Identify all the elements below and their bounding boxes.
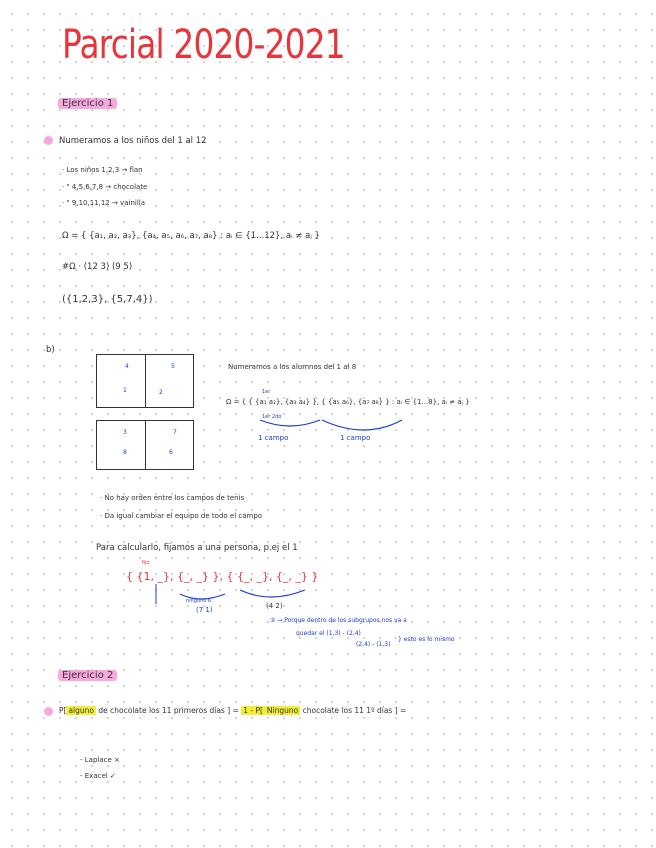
expr-part: P[ bbox=[59, 706, 67, 715]
court-num: 8 bbox=[123, 449, 127, 456]
ej1-b-binom-2: (4 2) bbox=[266, 602, 283, 610]
ejercicio-2-label bbox=[58, 670, 117, 681]
ej1-b-marker: b) bbox=[46, 345, 55, 355]
ej1-a-omega: Ω = { {a₁, a₂, a₃}, {a₄, a₅, a₆, a₇, a₈} : aᵢ ∈ {1...12}, aᵢ ≠ aⱼ } bbox=[62, 231, 320, 241]
court-num: 2 bbox=[159, 389, 163, 396]
ej1-b-porque-1: ② → Porque dentro de los subgrupos nos va a bbox=[270, 617, 407, 624]
ej1-b-campo-1: 1 campo bbox=[258, 434, 289, 442]
court-num: 6 bbox=[169, 449, 173, 456]
highlight-one-minus: 1 - P[ bbox=[243, 706, 263, 715]
ej1-a-line-3: · " 9,10,11,12 → vainilla bbox=[62, 199, 145, 207]
ej2-a-expression bbox=[44, 706, 406, 716]
ej2-check-excel: - Exacel ✓ bbox=[80, 772, 116, 780]
court-num: 4 bbox=[125, 363, 129, 370]
ej1-a-line-1: · Los niños 1,2,3 → flan bbox=[62, 166, 143, 174]
court-num: 7 bbox=[173, 429, 177, 436]
ej1-a-line-2: · " 4,5,6,7,8 → chocolate bbox=[62, 183, 148, 191]
highlight-alguno: alguno bbox=[68, 706, 94, 715]
calc-expr-text: { {1, _}, {_, _} }, { {_, _}, {_, _} } bbox=[126, 570, 319, 583]
ej1-b-fijo: fijo bbox=[142, 560, 150, 566]
a-marker-bullet bbox=[44, 707, 53, 716]
ej1-b-porque-tail: } esto es lo mismo bbox=[398, 636, 455, 643]
expr-part: chocolate los 11 1º días ] = bbox=[302, 706, 407, 715]
ej1-b-binom-1: (7 1) bbox=[196, 606, 213, 614]
ej1-a-intro-text: Numeramos a los niños del 1 al 12 bbox=[59, 136, 207, 146]
ej1-b-calc-intro: Para calcularlo, fijamos a una persona, p.ej el 1 bbox=[96, 543, 298, 553]
court-num: 3 bbox=[123, 429, 127, 436]
ej1-b-note-2: · Da igual cambiar el equipo de todo el campo bbox=[100, 512, 263, 520]
ejercicio-1-highlight: Ejercicio 1 bbox=[58, 98, 117, 109]
ej1-b-note-1: · No hay orden entre los campos de tenis bbox=[100, 494, 245, 502]
court-num: 5 bbox=[171, 363, 175, 370]
ej1-b-calc-expr bbox=[126, 570, 318, 583]
ej1-a-cardinal: #Ω · (12 3) (9 5) bbox=[62, 262, 133, 272]
ej2-check-laplace: - Laplace × bbox=[80, 756, 120, 764]
ejercicio-2-highlight: Ejercicio 2 bbox=[58, 670, 117, 681]
ej1-b-omega: Ω = { { {a₁ a₂}, {a₃ a₄} }, { {a₅ a₆}, {a₇ a₈} } : aᵢ ∈ {1...8}, aᵢ ≠ aⱼ } bbox=[226, 398, 470, 406]
ej1-a-example: ({1,2,3}, {5,7,4}) bbox=[62, 294, 153, 305]
highlight-ninguno: Ninguno bbox=[266, 706, 299, 715]
ej1-b-campo-2: 1 campo bbox=[340, 434, 371, 442]
ej1-b-porque-2: quedar el (1,3) - (2,4) bbox=[296, 630, 361, 637]
expr-part: de chocolate los 11 primeros días ] = bbox=[98, 706, 239, 715]
ej1-b-label-bottom: 1er 2do bbox=[262, 414, 282, 420]
ej1-b-label-top: 1er bbox=[262, 389, 271, 395]
ej1-b-porque-3: (2,4) - (1,3) bbox=[356, 641, 391, 648]
page-title: Parcial 2020-2021 bbox=[62, 22, 345, 68]
ej1-b-intro: Numeramos a los alumnos del 1 al 8 bbox=[228, 363, 357, 371]
ej1-b-ninguno: ninguno 6 bbox=[186, 598, 212, 604]
court-num: 1 bbox=[123, 387, 127, 394]
